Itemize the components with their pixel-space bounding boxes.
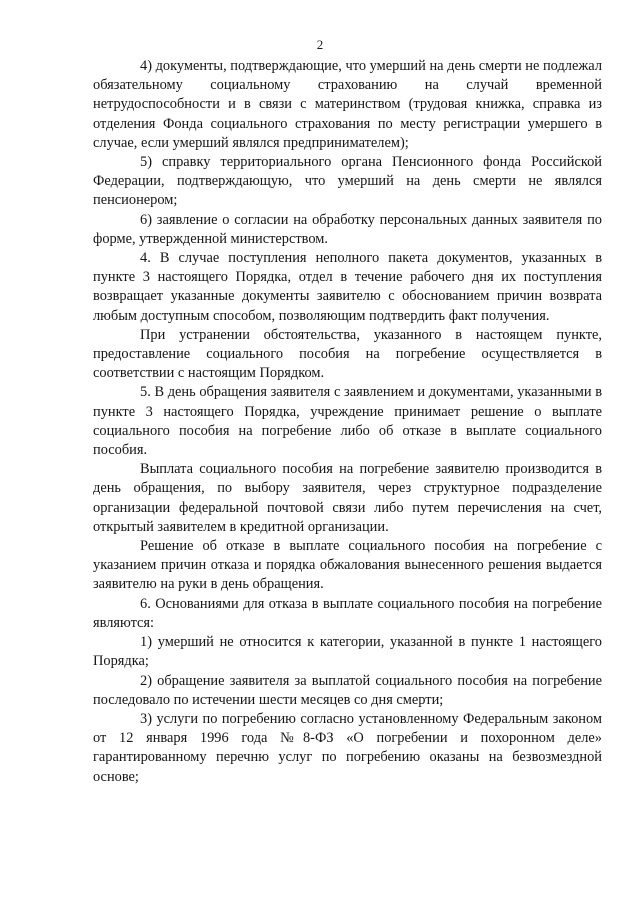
- page-number: 2: [316, 37, 324, 52]
- paragraph: Решение об отказе в выплате социального пособия на погребение с указанием причин отказа и порядка обжалования вынесенного решения выдается заявителю на руки в день обращения.: [93, 538, 602, 593]
- paragraph: 5) справку территориального органа Пенсионного фонда Российской Федерации, подтверждающую, что умерший на день смерти не являлся пенсионером;: [93, 154, 602, 209]
- paragraph: 4) документы, подтверждающие, что умерший на день смерти не подлежал обязательному социальному страхованию на случай временной нетрудоспособности и в связи с материнством (трудовая книжка, справка из отделения Фонда социального страхования по месту регистрации умершего в случае, если умерший являлся предпринимателем);: [93, 58, 602, 151]
- paragraph: Выплата социального пособия на погребение заявителю производится в день обращения, по выбору заявителя, через структурное подразделение организации федеральной почтовой связи либо путем перечисления на счет, открытый заявителем в кредитной организации.: [93, 461, 602, 535]
- paragraph: 1) умерший не относится к категории, указанной в пункте 1 настоящего Порядка;: [93, 634, 602, 670]
- paragraph: 6) заявление о согласии на обработку персональных данных заявителя по форме, утвержденной министерством.: [93, 211, 602, 247]
- paragraph: 3) услуги по погребению согласно установленному Федеральным законом от 12 января 1996 года №8-ФЗ «О погребении и похоронном деле» гарантированному перечню услуг по погребению оказаны на безвозмездной основе;: [93, 710, 602, 785]
- document-body: [93, 57, 602, 787]
- paragraph: 5. В день обращения заявителя с заявлением и документами, указанными в пункте 3 настоящего Порядка, учреждение принимает решение о выплате социального пособия на погребение либо об отказе в выплате социального пособия.: [93, 384, 602, 459]
- paragraph: При устранении обстоятельства, указанного в настоящем пункте, предоставление социального пособия на погребение осуществляется в соответствии с настоящим Порядком.: [93, 326, 602, 382]
- paragraph: 4. В случае поступления неполного пакета документов, указанных в пункте 3 настоящего Порядка, отдел в течение рабочего дня их поступления возвращает указанные документы заявителю с обоснованием причин возврата любым доступным способом, позволяющим подтвердить факт получения.: [93, 250, 602, 324]
- paragraph: 2) обращение заявителя за выплатой социального пособия на погребение последовало по истечении шести месяцев со дня смерти;: [93, 672, 602, 708]
- paragraph: 6. Основаниями для отказа в выплате социального пособия на погребение являются:: [93, 595, 602, 631]
